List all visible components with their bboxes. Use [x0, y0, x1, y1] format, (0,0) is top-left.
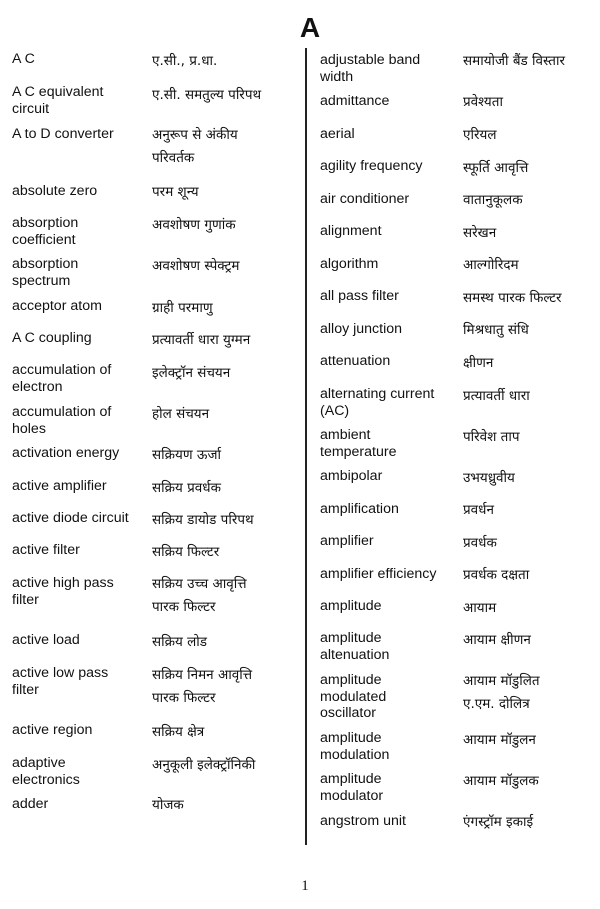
term-hindi: समस्थ पारक फिल्टर [463, 290, 562, 306]
term-english: accumulation of holes [12, 404, 112, 437]
term-hindi: सक्रिय लोड [152, 634, 207, 650]
term-hindi: सक्रियण ऊर्जा [152, 447, 221, 463]
term-english: angstrom unit [320, 813, 406, 829]
term-hindi: सक्रिय डायोड परिपथ [152, 512, 254, 528]
term-english: active amplifier [12, 478, 107, 494]
term-english: activation energy [12, 445, 120, 461]
term-english: ambient temperature [320, 427, 397, 460]
term-english: alloy junction [320, 321, 403, 337]
term-english: adder [12, 796, 49, 812]
term-hindi: एरियल [463, 127, 497, 143]
term-hindi: प्रवर्धक [463, 535, 497, 551]
term-hindi: आयाम [463, 600, 497, 616]
term-english: amplification [320, 501, 399, 517]
term-english: alignment [320, 223, 382, 239]
term-english: adaptive electronics [12, 755, 80, 788]
page-number: 1 [301, 878, 309, 894]
term-english: active low pass filter [12, 665, 109, 698]
term-hindi: सक्रिय क्षेत्र [152, 724, 205, 740]
term-hindi: अनुरूप से अंकीय परिवर्तक [152, 127, 238, 166]
term-english: acceptor atom [12, 298, 102, 314]
term-hindi: क्षीणन [463, 355, 494, 371]
term-hindi: सक्रिय उच्च आवृत्ति पारक फिल्टर [152, 576, 247, 615]
term-english: amplitude modulated oscillator [320, 672, 387, 721]
term-english: amplitude [320, 598, 382, 614]
term-english: adjustable band width [320, 52, 421, 85]
term-hindi: प्रत्यावर्ती धारा युग्मन [152, 332, 251, 348]
term-hindi: सक्रिय निमन आवृत्ति पारक फिल्टर [152, 667, 253, 706]
term-hindi: ग्राही परमाणु [152, 300, 213, 316]
term-hindi: ए.सी. समतुल्य परिपथ [152, 87, 262, 103]
term-english: algorithm [320, 256, 379, 272]
term-english: amplitude modulator [320, 771, 384, 804]
term-english: active diode circuit [12, 510, 129, 526]
term-english: ambipolar [320, 468, 383, 484]
term-english: amplifier efficiency [320, 566, 437, 582]
term-english: amplitude modulation [320, 730, 390, 763]
term-english: accumulation of electron [12, 362, 112, 395]
term-hindi: वातानुकूलक [463, 192, 523, 208]
term-english: A C [12, 51, 35, 67]
term-hindi: मिश्रधातु संधि [463, 322, 529, 338]
term-english: active high pass filter [12, 575, 114, 608]
term-hindi: योजक [152, 797, 184, 813]
term-hindi: समायोजी बैंड विस्तार [463, 53, 566, 69]
term-english: amplitude altenuation [320, 630, 390, 663]
term-hindi: ए.सी., प्र.धा. [152, 53, 218, 69]
term-hindi: स्फूर्ति आवृत्ति [463, 160, 529, 176]
term-english: air conditioner [320, 191, 410, 207]
term-hindi: उभयध्रुवीय [463, 470, 515, 486]
term-english: absolute zero [12, 183, 98, 199]
term-english: agility frequency [320, 158, 423, 174]
term-english: active load [12, 632, 80, 648]
term-hindi: आयाम मॉडुलन [463, 732, 536, 748]
term-hindi: आयाम मॉडुलक [463, 773, 539, 789]
term-hindi: आल्गोरिदम [463, 257, 519, 273]
section-letter-heading: A [299, 12, 321, 43]
term-english: absorption coefficient [12, 215, 79, 248]
term-english: absorption spectrum [12, 256, 79, 289]
term-hindi: सरेखन [463, 225, 497, 241]
term-hindi: प्रवर्धन [463, 502, 494, 518]
term-hindi: अनुकूली इलेक्ट्रॉनिकी [152, 757, 256, 773]
term-english: alternating current (AC) [320, 386, 435, 419]
term-hindi: प्रत्यावर्ती धारा [463, 388, 530, 404]
term-hindi: परिवेश ताप [463, 429, 520, 445]
term-hindi: सक्रिय फिल्टर [152, 544, 220, 560]
term-english: amplifier [320, 533, 374, 549]
term-hindi: आयाम क्षीणन [463, 632, 531, 648]
term-english: aerial [320, 126, 355, 142]
term-hindi: इलेक्ट्रॉन संचयन [152, 365, 231, 381]
term-english: A to D converter [12, 126, 114, 142]
term-hindi: अवशोषण स्पेक्ट्रम [152, 258, 240, 274]
term-hindi: प्रवर्धक दक्षता [463, 567, 530, 583]
term-english: admittance [320, 93, 390, 109]
term-hindi: आयाम मॉडुलित ए.एम. दोलित्र [463, 673, 540, 712]
term-hindi: एंगस्ट्रॉम इकाई [463, 814, 534, 830]
term-hindi: सक्रिय प्रवर्धक [152, 480, 221, 496]
term-english: all pass filter [320, 288, 399, 304]
term-english: active filter [12, 542, 80, 558]
term-english: attenuation [320, 353, 391, 369]
term-english: active region [12, 722, 93, 738]
term-english: A C coupling [12, 330, 92, 346]
term-hindi: परम शून्य [152, 184, 199, 200]
term-english: A C equivalent circuit [12, 84, 104, 117]
term-hindi: प्रवेश्यता [463, 94, 503, 110]
term-hindi: अवशोषण गुणांक [152, 217, 236, 233]
term-hindi: होल संचयन [152, 406, 210, 422]
